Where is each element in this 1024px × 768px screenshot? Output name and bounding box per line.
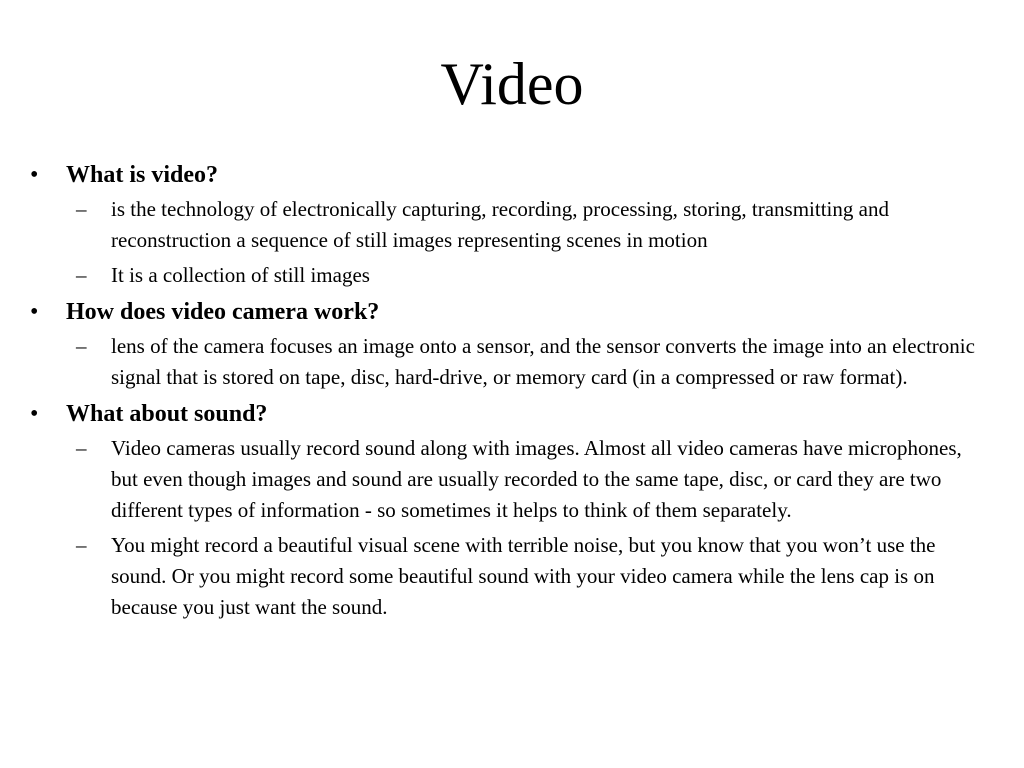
- bullet-heading: How does video camera work?: [66, 299, 380, 325]
- bullet-heading: What is video?: [66, 162, 219, 188]
- sub-point-text: lens of the camera focuses an image onto a sensor, and the sensor converts the image into an electronic signal that is stored on tape, disc, hard-drive, or memory card (in a compressed or raw format).: [111, 334, 975, 389]
- slide-title: Video: [440, 51, 584, 117]
- sub-point-text: is the technology of electronically capturing, recording, processing, storing, transmitting and reconstruction a sequence of still images representing scenes in motion: [111, 197, 889, 252]
- sub-point-text: It is a collection of still images: [111, 263, 370, 287]
- bullet-icon: •: [30, 401, 39, 427]
- sub-point-text: You might record a beautiful visual scene with terrible noise, but you know that you won’t use the sound. Or you might record some beautiful sound with your video camera while the lens cap is on because you just want the sound.: [111, 533, 936, 619]
- dash-icon: –: [76, 533, 87, 557]
- bullet-icon: •: [30, 299, 39, 325]
- sub-point: [0, 530, 1024, 623]
- sub-point-text: Video cameras usually record sound along with images. Almost all video cameras have microphones, but even though images and sound are usually recorded to the same tape, disc, or card they are two different types of information - so sometimes it helps to think of them separately.: [111, 436, 962, 522]
- bullet-how-camera-works: [0, 297, 1024, 327]
- dash-icon: –: [76, 197, 87, 221]
- sub-point: [0, 331, 1024, 393]
- dash-icon: –: [76, 263, 87, 287]
- sub-point: [0, 260, 1024, 291]
- sub-point: [0, 194, 1024, 256]
- bullet-what-about-sound: [0, 399, 1024, 429]
- sub-point: [0, 433, 1024, 526]
- dash-icon: –: [76, 436, 87, 460]
- bullet-heading: What about sound?: [66, 401, 268, 427]
- bullet-icon: •: [30, 162, 39, 188]
- bullet-what-is-video: [0, 160, 1024, 190]
- dash-icon: –: [76, 334, 87, 358]
- slide-content: [0, 160, 1024, 623]
